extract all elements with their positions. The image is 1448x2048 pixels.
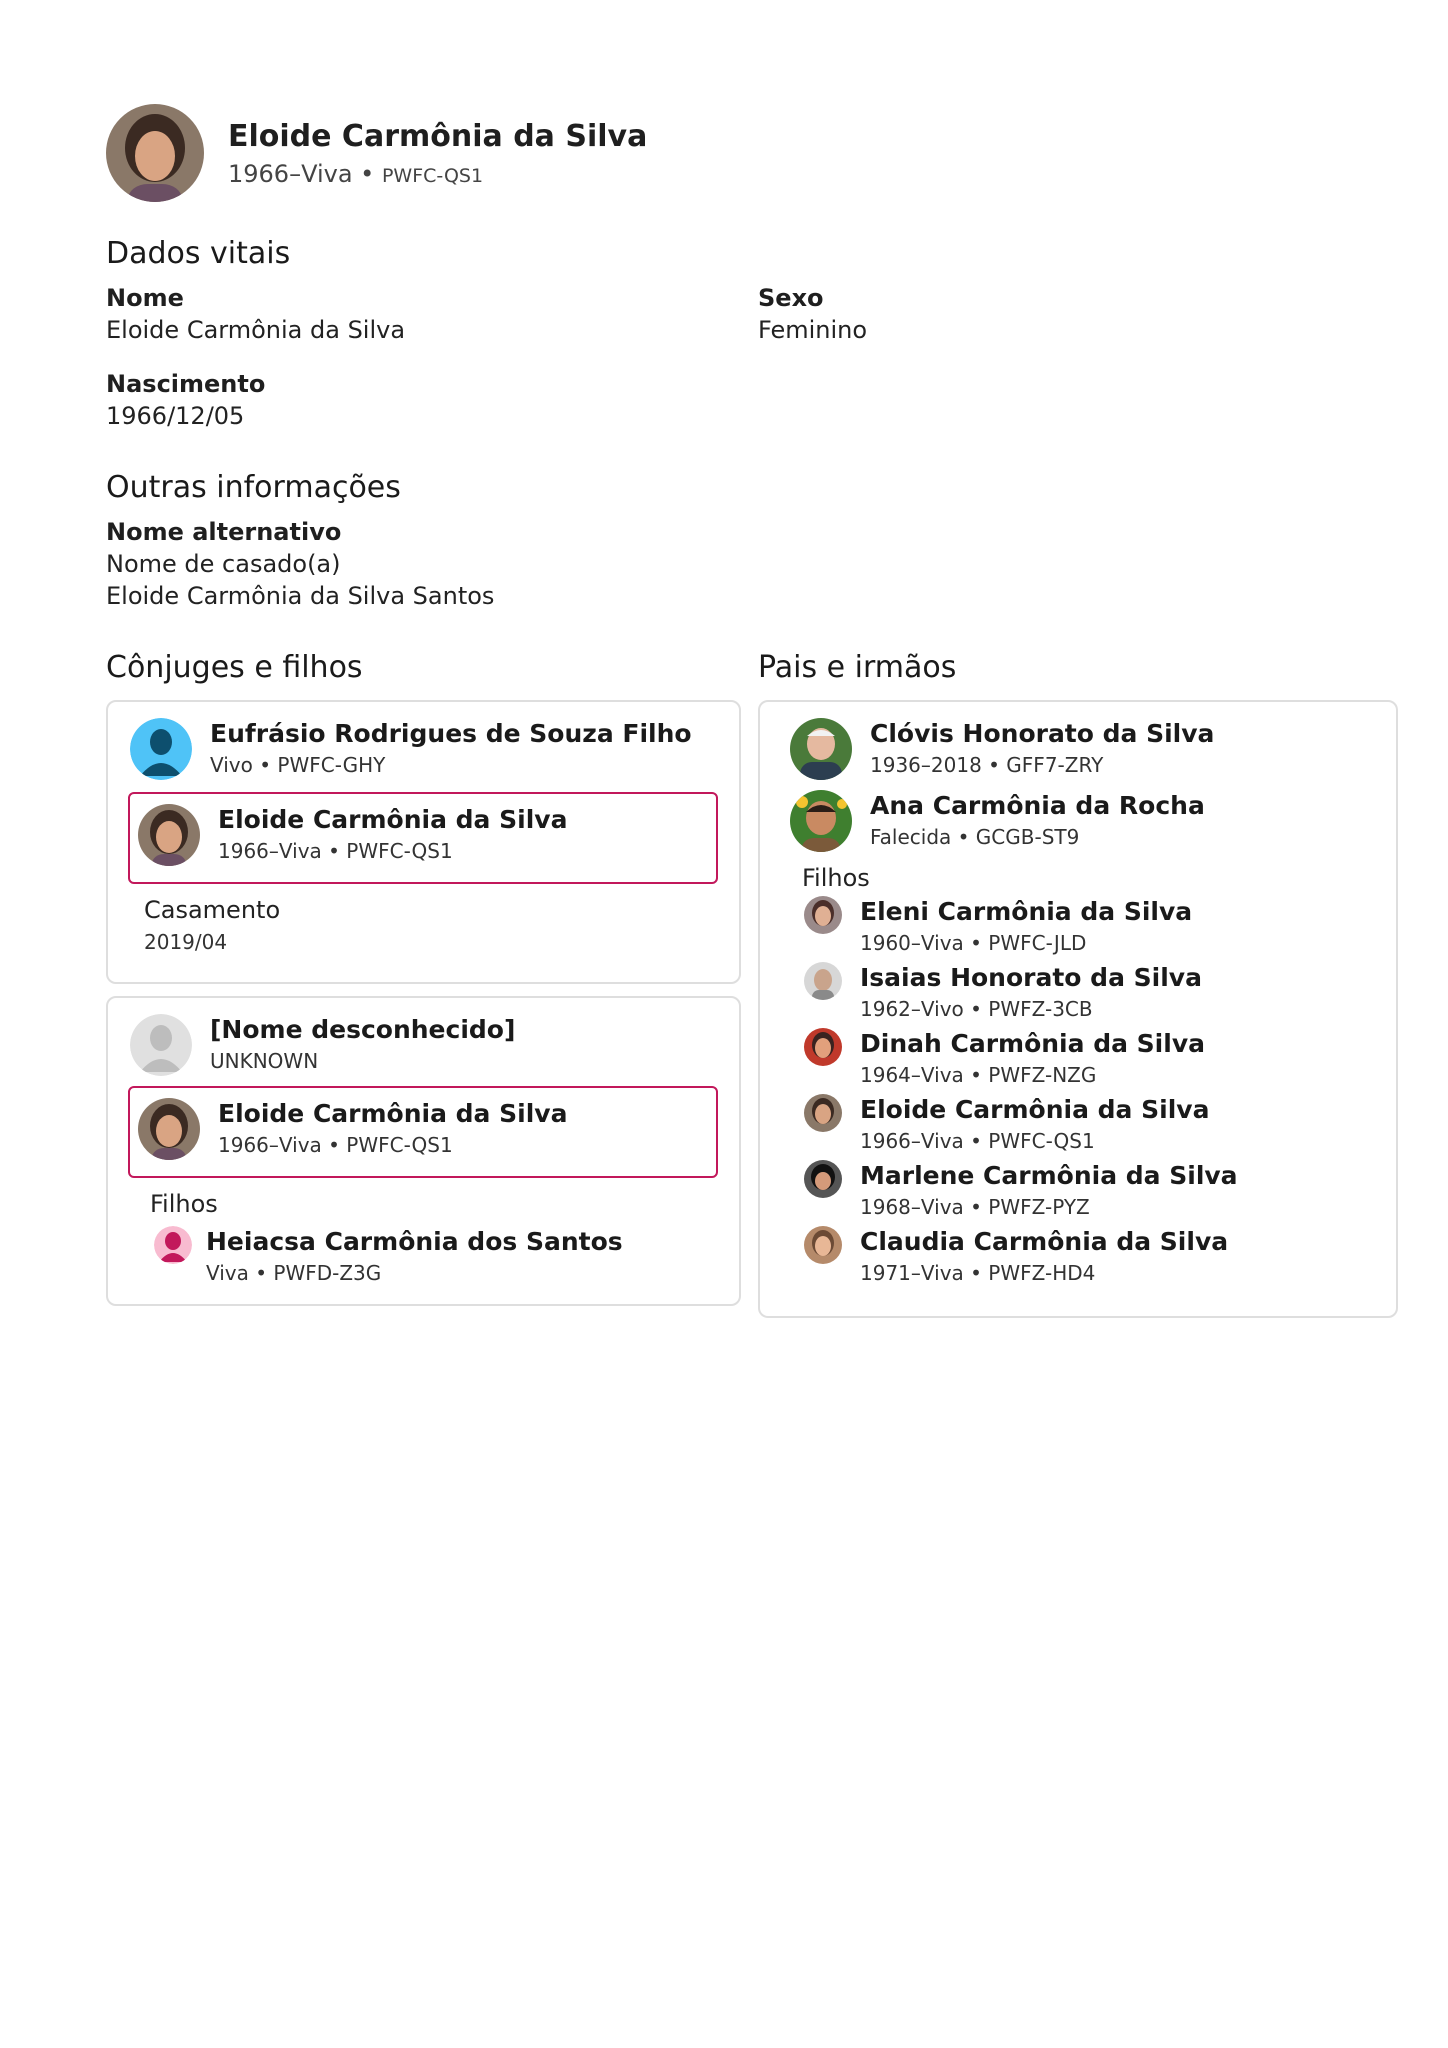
avatar [138, 1098, 200, 1160]
male-silhouette-icon [130, 718, 192, 780]
self-entry[interactable] [138, 804, 567, 866]
field-birth [106, 368, 265, 432]
separator: • [352, 160, 382, 188]
field-value: Eloide Carmônia da Silva Santos [106, 582, 495, 610]
person-name: Heiacsa Carmônia dos Santos [206, 1227, 623, 1256]
person-header [106, 104, 647, 202]
person-name: Marlene Carmônia da Silva [860, 1161, 1238, 1190]
person-name: Clóvis Honorato da Silva [870, 719, 1215, 748]
spouse-entry[interactable] [130, 718, 692, 780]
person-name: Isaias Honorato da Silva [860, 963, 1202, 992]
avatar [138, 804, 200, 866]
children-label: Filhos [802, 864, 870, 892]
person-meta: Falecida • GCGB-ST9 [870, 825, 1080, 849]
avatar [804, 1028, 842, 1066]
family-card [106, 700, 741, 984]
person-name: Eloide Carmônia da Silva [860, 1095, 1210, 1124]
section-title-other: Outras informações [106, 470, 401, 505]
section-title-spouses: Cônjuges e filhos [106, 650, 363, 685]
unknown-person-icon [130, 1014, 192, 1076]
avatar [790, 718, 852, 780]
person-meta: 1966–Viva • PWFC-QS1 [860, 1129, 1095, 1153]
sibling-entry[interactable] [804, 962, 1202, 1024]
avatar [804, 962, 842, 1000]
avatar [804, 1094, 842, 1132]
avatar [804, 896, 842, 934]
child-entry[interactable] [154, 1226, 623, 1288]
section-title-parents: Pais e irmãos [758, 650, 957, 685]
avatar [804, 1160, 842, 1198]
field-label: Nome alternativo [106, 518, 342, 546]
person-meta: 1966–Viva • PWFC-QS1 [218, 1133, 453, 1157]
person-name: Eloide Carmônia da Silva [218, 1099, 568, 1128]
person-name: Eleni Carmônia da Silva [860, 897, 1193, 926]
field-value: 1966/12/05 [106, 402, 245, 430]
self-entry[interactable] [138, 1098, 567, 1160]
person-meta: 1960–Viva • PWFC-JLD [860, 931, 1087, 955]
person-meta: 1968–Viva • PWFZ-PYZ [860, 1195, 1090, 1219]
field-type: Nome de casado(a) [106, 550, 341, 578]
person-name: Dinah Carmônia da Silva [860, 1029, 1205, 1058]
spouse-entry[interactable] [130, 1014, 515, 1076]
father-entry[interactable] [790, 718, 1214, 780]
person-meta: 1971–Viva • PWFZ-HD4 [860, 1261, 1096, 1285]
person-id: PWFC-QS1 [381, 165, 484, 187]
field-alt-name [106, 516, 494, 612]
field-label: Sexo [758, 284, 824, 312]
sibling-entry[interactable] [804, 1160, 1238, 1222]
sibling-entry[interactable] [804, 1226, 1228, 1288]
person-meta: 1936–2018 • GFF7-ZRY [870, 753, 1104, 777]
field-value: Eloide Carmônia da Silva [106, 316, 406, 344]
person-name: Eloide Carmônia da Silva [218, 805, 568, 834]
field-sex [758, 282, 867, 346]
person-meta: 1966–Viva • PWFC-QS1 [218, 839, 453, 863]
person-meta: Vivo • PWFC-GHY [210, 753, 386, 777]
person-meta: 1962–Vivo • PWFZ-3CB [860, 997, 1093, 1021]
family-card [106, 996, 741, 1306]
field-label: Nome [106, 284, 184, 312]
page-title: Eloide Carmônia da Silva [228, 119, 648, 154]
person-name: Eufrásio Rodrigues de Souza Filho [210, 719, 692, 748]
avatar [790, 790, 852, 852]
person-name: Ana Carmônia da Rocha [870, 791, 1205, 820]
event-date: 2019/04 [144, 930, 228, 954]
person-meta: 1964–Viva • PWFZ-NZG [860, 1063, 1097, 1087]
person-name: [Nome desconhecido] [210, 1015, 516, 1044]
female-child-icon [154, 1226, 192, 1264]
section-title-vitals: Dados vitais [106, 236, 291, 271]
lifespan: 1966–Viva [228, 160, 353, 188]
mother-entry[interactable] [790, 790, 1205, 852]
sibling-entry[interactable] [804, 896, 1192, 958]
field-value: Feminino [758, 316, 868, 344]
avatar [106, 104, 204, 202]
person-meta: Viva • PWFD-Z3G [206, 1261, 382, 1285]
person-meta: UNKNOWN [210, 1049, 319, 1073]
field-label: Nascimento [106, 370, 266, 398]
person-name: Claudia Carmônia da Silva [860, 1227, 1229, 1256]
field-name [106, 282, 405, 346]
children-label: Filhos [150, 1190, 218, 1218]
sibling-entry[interactable] [804, 1094, 1209, 1156]
parents-card [758, 700, 1398, 1318]
sibling-entry[interactable] [804, 1028, 1205, 1090]
event-label: Casamento [144, 896, 281, 924]
avatar [804, 1226, 842, 1264]
